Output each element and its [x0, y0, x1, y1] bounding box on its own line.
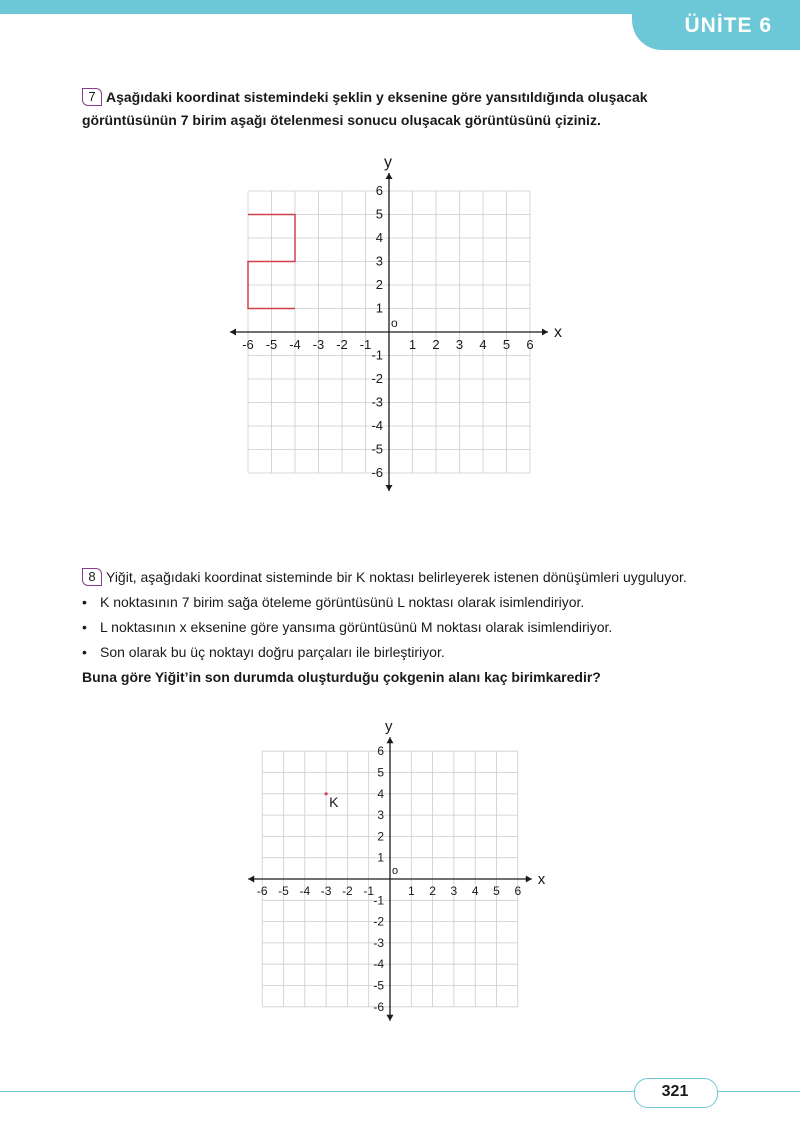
y-tick-label: -5	[373, 978, 384, 993]
origin-label: o	[392, 865, 399, 877]
point-k-label: K	[329, 793, 339, 810]
x-tick-label: -1	[359, 337, 372, 352]
x-tick-label: 2	[429, 884, 436, 898]
x-tick-label: 1	[407, 884, 415, 898]
y-tick-label: -5	[371, 441, 383, 457]
x-tick-label: -6	[256, 884, 268, 898]
list-item: • Son olarak bu üç noktayı doğru parçaları ile birleştiriyor.	[82, 640, 742, 665]
x-axis-label: x	[537, 871, 546, 888]
y-tick-label: -2	[373, 914, 384, 929]
question-7-text: Aşağıdaki koordinat sistemindeki şeklin y eksenine göre yansıtıldığında oluşacak görüntüsünün 7 birim aşağı ötelenmesi sonucu oluşacak görüntüsünü çiziniz.	[82, 89, 648, 128]
question-8-prompt: Buna göre Yiğit’in son durumda oluşturduğu çokgenin alanı kaç birimkaredir?	[82, 669, 601, 685]
y-tick-label: 1	[375, 300, 383, 316]
y-tick-label: 4	[377, 786, 384, 801]
x-tick-label: 4	[479, 337, 487, 352]
x-tick-label: -3	[312, 337, 325, 352]
y-tick-label: 1	[377, 850, 384, 865]
y-tick-label: -4	[373, 957, 384, 972]
y-axis-label: y	[385, 718, 393, 736]
y-axis-arrow-down	[387, 1015, 394, 1021]
y-tick-label: -6	[371, 465, 383, 480]
x-tick-label: -6	[242, 337, 254, 352]
x-tick-label: -2	[336, 337, 348, 352]
x-tick-label: -1	[363, 884, 375, 898]
x-axis-label: x	[554, 324, 562, 341]
list-item: • K noktasının 7 birim sağa öteleme görüntüsünü L noktası olarak isimlendiriyor.	[82, 590, 742, 615]
x-tick-label: -4	[299, 884, 311, 898]
x-tick-label: -2	[342, 884, 353, 898]
y-tick-label: 3	[377, 808, 384, 823]
y-tick-label: -3	[373, 935, 384, 950]
y-axis-label: y	[384, 154, 392, 171]
x-tick-label: 6	[514, 884, 522, 898]
y-tick-label: 2	[377, 829, 384, 844]
unit-label: ÜNİTE 6	[684, 14, 772, 37]
x-tick-label: 2	[432, 337, 440, 352]
y-tick-label: 6	[375, 183, 383, 198]
x-tick-label: 4	[471, 884, 479, 898]
y-tick-label: -4	[371, 418, 383, 433]
x-tick-label: 1	[408, 337, 417, 352]
y-tick-label: 2	[375, 277, 383, 292]
y-tick-label: 6	[377, 744, 384, 759]
x-tick-label: 3	[455, 337, 464, 352]
x-tick-label: -4	[289, 337, 301, 352]
y-tick-label: -1	[371, 347, 383, 363]
y-tick-label: 4	[375, 230, 383, 245]
x-tick-label: 5	[493, 884, 500, 898]
origin-label: o	[391, 316, 398, 330]
question-7-number: 7	[82, 88, 102, 106]
point-k	[325, 792, 328, 795]
x-axis-arrow-right	[526, 876, 532, 883]
x-axis-arrow-left	[248, 876, 254, 883]
x-tick-label: -5	[278, 884, 289, 898]
y-tick-label: -2	[371, 371, 383, 386]
page-number: 321	[661, 1083, 689, 1100]
y-tick-label: -6	[373, 999, 384, 1014]
x-tick-label: 5	[502, 337, 511, 352]
question-8-intro-text: Yiğit, aşağıdaki koordinat sisteminde bir K noktası belirleyerek istenen dönüşümleri uyguluyor.	[106, 569, 687, 585]
list-item: • L noktasının x eksenine göre yansıma görüntüsünü M noktası olarak isimlendiriyor.	[82, 615, 742, 640]
x-tick-label: 3	[450, 884, 458, 898]
y-tick-label: 5	[377, 765, 384, 780]
x-tick-label: -5	[265, 337, 278, 352]
y-tick-label: -3	[371, 394, 383, 410]
x-tick-label: 6	[526, 337, 534, 352]
y-tick-label: 5	[375, 206, 383, 222]
y-tick-label: -1	[373, 893, 384, 908]
y-axis-arrow-up	[387, 737, 394, 743]
question-8-number: 8	[82, 568, 102, 586]
x-tick-label: -3	[320, 884, 332, 898]
y-tick-label: 3	[375, 253, 383, 269]
